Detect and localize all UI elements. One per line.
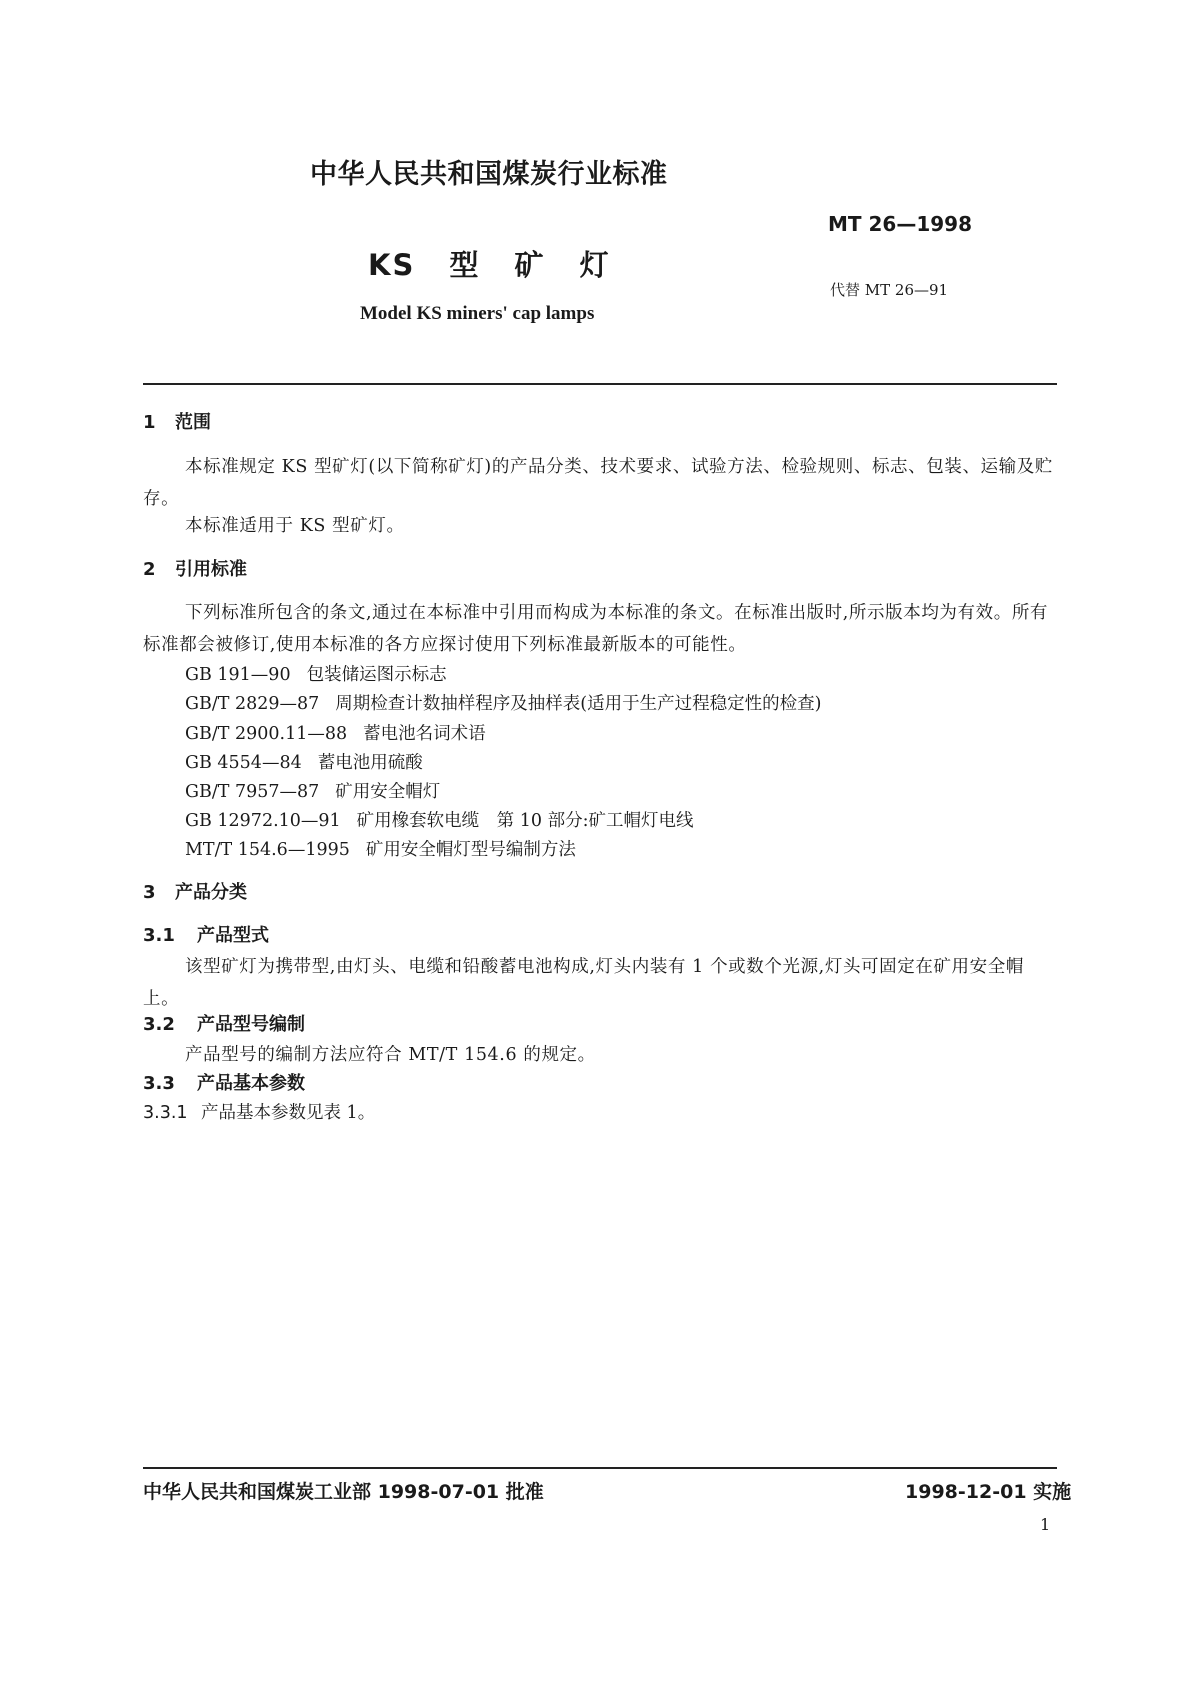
section-2-heading xyxy=(143,555,247,581)
section-text: 产品基本参数见表 1。 xyxy=(201,1103,376,1123)
section-3-3-1 xyxy=(143,1099,375,1124)
section-title: 产品型式 xyxy=(197,925,269,946)
reference-title: 蓄电池名词术语 xyxy=(363,724,486,744)
english-title: Model KS miners' cap lamps xyxy=(360,303,595,324)
reference-item xyxy=(185,720,486,745)
section-3-1-heading xyxy=(143,921,269,947)
reference-item xyxy=(185,661,447,686)
section-1-paragraph-1: 本标准规定 KS 型矿灯(以下简称矿灯)的产品分类、技术要求、试验方法、检验规则、标志、包装、运输及贮存。 xyxy=(143,457,1053,509)
footer-divider xyxy=(143,1467,1057,1469)
reference-item xyxy=(185,778,440,803)
section-number: 3.1 xyxy=(143,925,175,946)
section-title: 产品分类 xyxy=(175,882,247,903)
reference-item xyxy=(185,807,693,832)
section-title: 引用标准 xyxy=(175,559,247,580)
reference-item xyxy=(185,749,423,774)
section-number: 3 xyxy=(143,882,156,903)
section-title: 范围 xyxy=(175,412,211,433)
reference-title: 矿用安全帽灯 xyxy=(335,782,441,802)
reference-code: GB/T 7957—87 xyxy=(185,782,320,802)
page-number: 1 xyxy=(1040,1515,1051,1534)
reference-title: 周期检查计数抽样程序及抽样表(适用于生产过程稳定性的检查) xyxy=(335,694,822,714)
reference-title: 矿用安全帽灯型号编制方法 xyxy=(365,840,576,860)
implementation-date: 1998-12-01 实施 xyxy=(905,1481,1072,1503)
standard-code: MT 26—1998 xyxy=(828,212,973,236)
section-3-heading xyxy=(143,878,247,904)
reference-code: GB/T 2900.11—88 xyxy=(185,724,348,744)
reference-code: GB 191—90 xyxy=(185,665,291,685)
section-number: 2 xyxy=(143,559,156,580)
section-3-1-paragraph: 该型矿灯为携带型,由灯头、电缆和铅酸蓄电池构成,灯头内装有 1 个或数个光源,灯头可固定在矿用安全帽上。 xyxy=(143,957,1024,1009)
section-number: 1 xyxy=(143,412,156,433)
reference-code: GB 12972.10—91 xyxy=(185,811,341,831)
reference-title: 包装储运图示标志 xyxy=(306,665,447,685)
section-title: 产品型号编制 xyxy=(197,1014,305,1035)
document-title: KS 型 矿 灯 xyxy=(368,248,611,282)
section-number: 3.2 xyxy=(143,1014,175,1035)
section-number: 3.3.1 xyxy=(143,1103,188,1123)
section-1-paragraph-2: 本标准适用于 KS 型矿灯。 xyxy=(185,516,405,536)
reference-title: 矿用橡套软电缆 第 10 部分:矿工帽灯电线 xyxy=(356,811,694,831)
reference-item xyxy=(185,690,821,715)
reference-item xyxy=(185,836,576,861)
section-3-2-heading xyxy=(143,1010,305,1036)
reference-title: 蓄电池用硫酸 xyxy=(317,753,423,773)
header-divider xyxy=(143,383,1057,385)
approval-line: 中华人民共和国煤炭工业部 1998-07-01 批准 xyxy=(143,1481,544,1503)
reference-code: GB 4554—84 xyxy=(185,753,302,773)
replaces-standard: 代替 MT 26—91 xyxy=(830,281,949,299)
section-3-3-heading xyxy=(143,1069,305,1095)
standard-organization: 中华人民共和国煤炭行业标准 xyxy=(310,159,668,190)
reference-code: GB/T 2829—87 xyxy=(185,694,320,714)
section-1-heading xyxy=(143,408,211,434)
section-number: 3.3 xyxy=(143,1073,175,1094)
section-3-2-paragraph: 产品型号的编制方法应符合 MT/T 154.6 的规定。 xyxy=(185,1045,596,1065)
section-title: 产品基本参数 xyxy=(197,1073,305,1094)
reference-code: MT/T 154.6—1995 xyxy=(185,840,350,860)
section-2-paragraph-1: 下列标准所包含的条文,通过在本标准中引用而构成为本标准的条文。在标准出版时,所示版本均为有效。所有标准都会被修订,使用本标准的各方应探讨使用下列标准最新版本的可能性。 xyxy=(143,603,1049,655)
